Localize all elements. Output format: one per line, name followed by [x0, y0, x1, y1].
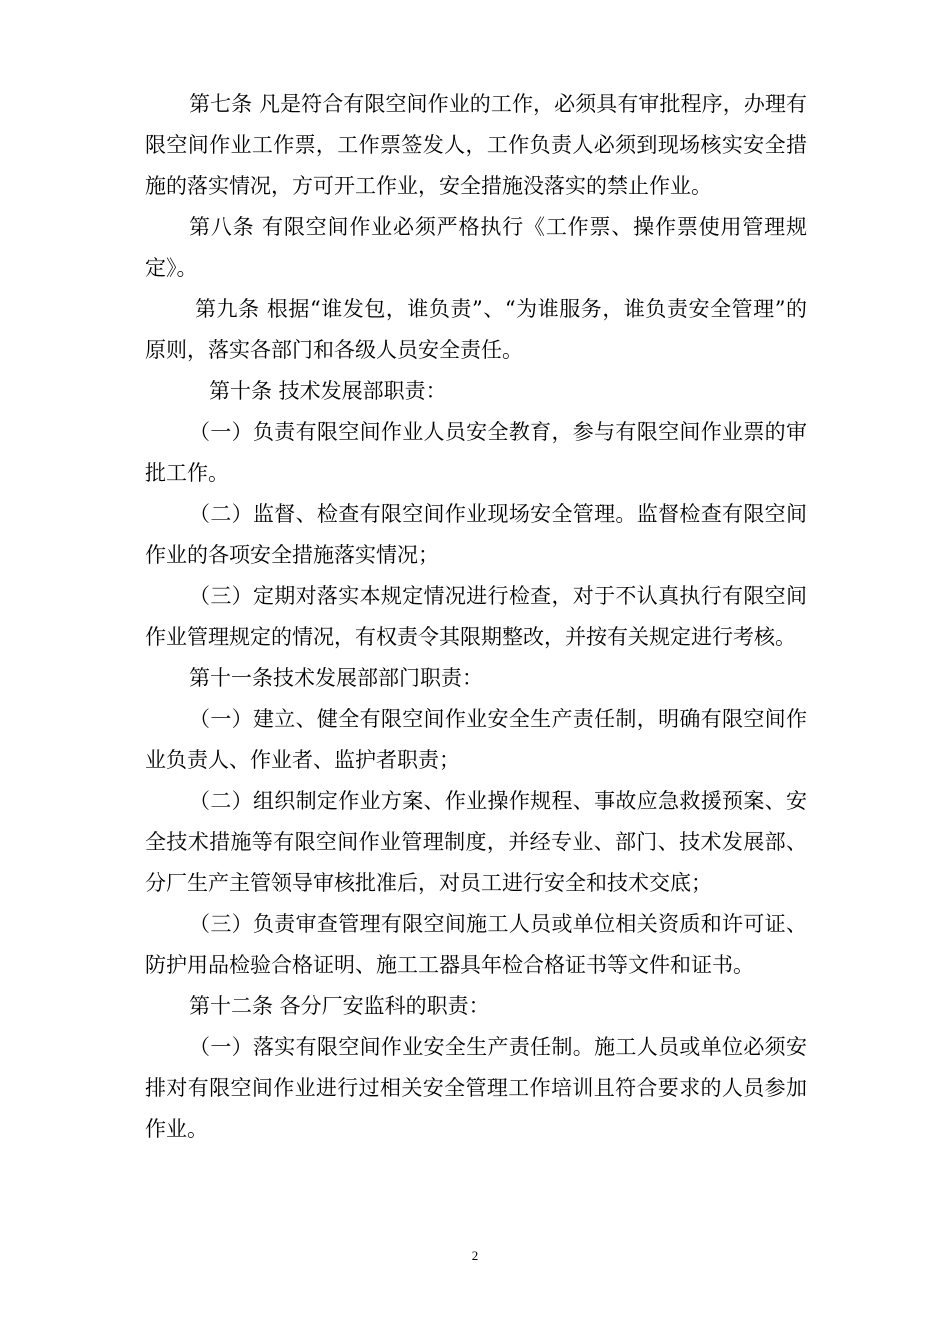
- article-10-item-2: （二）监督、检查有限空间作业现场安全管理。监督检查有限空间作业的各项安全措施落实情况；: [145, 502, 807, 567]
- article-11-item-2: （二）组织制定作业方案、作业操作规程、事故应急救援预案、安全技术措施等有限空间作业管理制度，并经专业、部门、技术发展部、分厂生产主管领导审核批准后，对员工进行安全和技术交底；: [145, 789, 807, 895]
- article-12-item-1: （一）落实有限空间作业安全生产责任制。施工人员或单位必须安排对有限空间作业进行过相关安全管理工作培训且符合要求的人员参加作业。: [145, 1035, 807, 1141]
- page-number: 2: [471, 1248, 479, 1263]
- article-9: 第九条 根据“谁发包，谁负责”、“为谁服务，谁负责安全管理”的原则，落实各部门和各级人员安全责任。: [145, 297, 807, 362]
- article-10-item-1: （一）负责有限空间作业人员安全教育，参与有限空间作业票的审批工作。: [145, 420, 807, 485]
- article-11-heading: 第十一条技术发展部部门职责：: [189, 666, 483, 690]
- article-10-heading: 第十条 技术发展部职责：: [209, 379, 447, 403]
- article-7: 第七条 凡是符合有限空间作业的工作，必须具有审批程序，办理有限空间作业工作票，工作票签发人，工作负责人必须到现场核实安全措施的落实情况，方可开工作业，安全措施没落实的禁止作业。: [145, 92, 807, 198]
- article-8: 第八条 有限空间作业必须严格执行《工作票、操作票使用管理规定》。: [145, 215, 807, 280]
- article-11-item-1: （一）建立、健全有限空间作业安全生产责任制，明确有限空间作业负责人、作业者、监护者职责；: [145, 707, 807, 772]
- article-10-item-3: （三）定期对落实本规定情况进行检查，对于不认真执行有限空间作业管理规定的情况，有权责令其限期整改，并按有关规定进行考核。: [145, 584, 807, 649]
- article-12-heading: 第十二条 各分厂安监科的职责：: [189, 994, 490, 1018]
- article-11-item-3: （三）负责审查管理有限空间施工人员或单位相关资质和许可证、防护用品检验合格证明、施工工器具年检合格证书等文件和证书。: [145, 912, 807, 977]
- body-text: [145, 84, 807, 1150]
